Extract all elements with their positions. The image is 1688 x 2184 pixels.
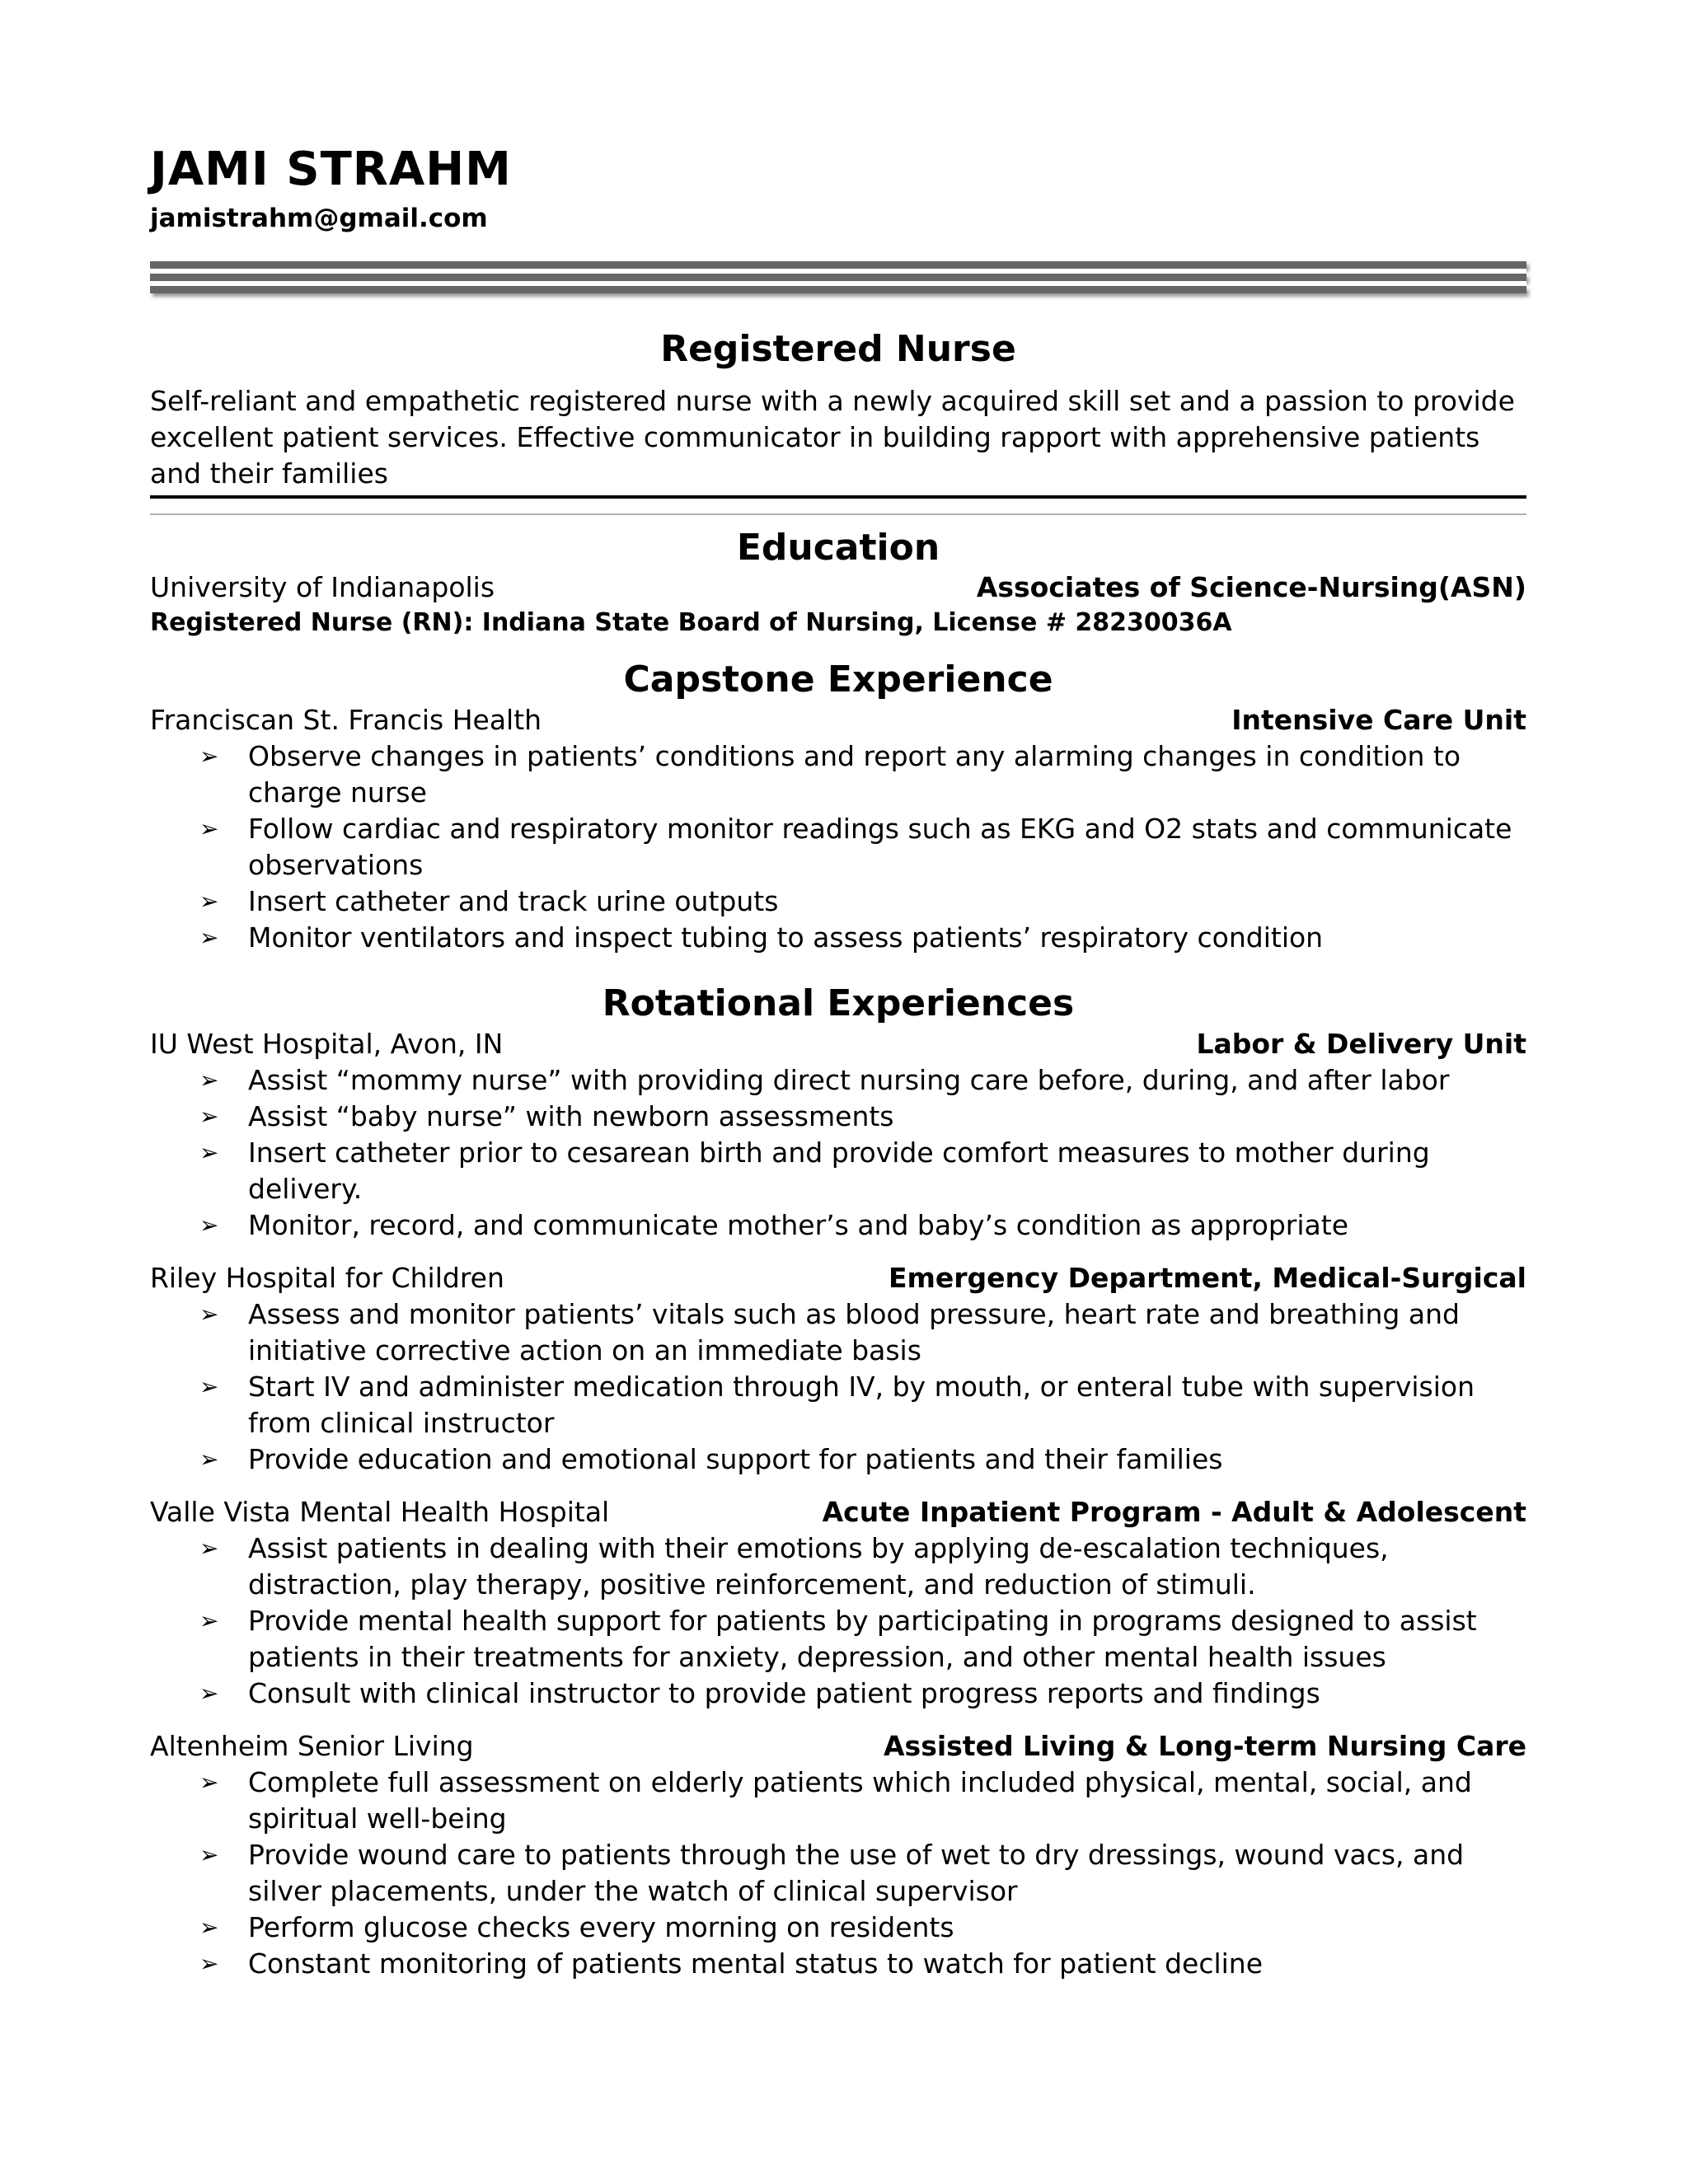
rotation-place: Valle Vista Mental Health Hospital [150,1495,610,1528]
rotation-bullet-list [150,1062,1526,1244]
divider-stripe [150,286,1526,293]
arrow-bullet-icon: ➢ [199,1300,219,1328]
education-title: Education [736,526,940,569]
capstone-title: Capstone Experience [623,658,1053,701]
rotation-unit: Labor & Delivery Unit [1196,1027,1526,1060]
arrow-bullet-icon: ➢ [199,1840,219,1868]
arrow-bullet-icon: ➢ [199,1606,219,1634]
rotational-title: Rotational Experiences [602,982,1075,1025]
candidate-name: JAMI STRAHM [150,143,512,196]
bullet-item [199,1603,1526,1675]
rotation-entry [150,1494,1526,1712]
candidate-email: jamistrahm@gmail.com [150,203,488,233]
bullet-item [199,1369,1526,1441]
rotation-bullet-list [150,1765,1526,1982]
bullet-text: Insert catheter and track urine outputs [248,885,779,918]
summary-title: Registered Nurse [660,327,1016,370]
bullet-text: Monitor, record, and communicate mother’s and baby’s condition as appropriate [248,1208,1349,1241]
summary-thin-rule [150,513,1526,515]
divider-stripe [150,274,1526,281]
summary-rule [150,495,1526,499]
arrow-bullet-icon: ➢ [199,815,219,843]
bullet-text: Assess and monitor patients’ vitals such as blood pressure, heart rate and breathing and initiative corrective action on an immediate basis [248,1297,1460,1366]
education-school: University of Indianapolis [150,571,495,604]
bullet-text: Assist “mommy nurse” with providing direct nursing care before, during, and after labor [248,1063,1450,1096]
rotation-place: IU West Hospital, Avon, IN [150,1027,504,1060]
bullet-item [199,738,1526,811]
bullet-text: Provide wound care to patients through the use of wet to dry dressings, wound vacs, and silver placements, under the watch of clinical supervisor [248,1838,1465,1907]
bullet-text: Assist patients in dealing with their emotions by applying de-escalation techniques, distraction, play therapy, positive reinforcement, and reduction of stimuli. [248,1531,1389,1601]
divider-stripe [150,261,1526,269]
bullet-item [199,1675,1526,1712]
summary-text: Self-reliant and empathetic registered nurse with a newly acquired skill set and a passion to provide excellent patient services. Effective communicator in building rapport with apprehensive patients and their families [150,384,1515,490]
capstone-unit: Intensive Care Unit [1231,704,1526,737]
rotation-row [150,1260,1526,1296]
rotation-unit: Emergency Department, Medical-Surgical [888,1261,1526,1294]
bullet-text: Monitor ventilators and inspect tubing to assess patients’ respiratory condition [248,921,1324,954]
education-row [150,569,1526,606]
bullet-text: Follow cardiac and respiratory monitor readings such as EKG and O2 stats and communicate observations [248,813,1512,882]
arrow-bullet-icon: ➢ [199,1138,219,1166]
arrow-bullet-icon: ➢ [199,1949,219,1977]
bullet-text: Provide education and emotional support for patients and their families [248,1442,1223,1475]
bullet-item [199,1207,1526,1244]
bullet-text: Provide mental health support for patients by participating in programs designed to assist patients in their treatments for anxiety, depression, and other mental health issues [248,1604,1477,1673]
bullet-item [199,920,1526,956]
arrow-bullet-icon: ➢ [199,1445,219,1473]
arrow-bullet-icon: ➢ [199,743,219,771]
bullet-item [199,1910,1526,1946]
bullet-item [199,1765,1526,1837]
rotation-bullet-list [150,1530,1526,1712]
education-license: Registered Nurse (RN): Indiana State Board of Nursing, License # 28230036A [150,608,1232,638]
bullet-item [199,883,1526,920]
arrow-bullet-icon: ➢ [199,1372,219,1400]
bullet-text: Observe changes in patients’ conditions and report any alarming changes in condition to charge nurse [248,740,1461,809]
rotation-row [150,1026,1526,1062]
bullet-text: Consult with clinical instructor to provide patient progress reports and findings [248,1676,1320,1709]
bullet-item [199,1837,1526,1910]
bullet-item [199,1062,1526,1099]
arrow-bullet-icon: ➢ [199,924,219,952]
capstone-bullet-list [150,738,1526,956]
capstone-row [150,702,1526,738]
bullet-text: Insert catheter prior to cesarean birth and provide comfort measures to mother during delivery. [248,1136,1430,1205]
bullet-item [199,1296,1526,1369]
capstone-place: Franciscan St. Francis Health [150,704,542,737]
arrow-bullet-icon: ➢ [199,1066,219,1094]
arrow-bullet-icon: ➢ [199,1913,219,1941]
bullet-text: Assist “baby nurse” with newborn assessments [248,1099,894,1132]
bullet-text: Complete full assessment on elderly patients which included physical, mental, social, and spiritual well-being [248,1765,1472,1835]
rotation-bullet-list [150,1296,1526,1478]
arrow-bullet-icon: ➢ [199,1679,219,1707]
arrow-bullet-icon: ➢ [199,1534,219,1562]
bullet-item [199,1530,1526,1603]
rotational-entries [150,1026,1526,1982]
rotation-row [150,1494,1526,1530]
resume-page [150,144,1526,1982]
rotation-place: Altenheim Senior Living [150,1729,474,1762]
rotation-row [150,1728,1526,1765]
bullet-item [199,1135,1526,1207]
rotation-unit: Acute Inpatient Program - Adult & Adolescent [822,1495,1526,1528]
bullet-item [199,811,1526,883]
rotation-unit: Assisted Living & Long-term Nursing Care [884,1729,1526,1762]
rotation-place: Riley Hospital for Children [150,1261,504,1294]
bullet-text: Constant monitoring of patients mental status to watch for patient decline [248,1947,1264,1980]
bullet-item [199,1946,1526,1982]
arrow-bullet-icon: ➢ [199,1211,219,1239]
header-divider-stripes [150,261,1526,293]
arrow-bullet-icon: ➢ [199,1102,219,1130]
bullet-item [199,1099,1526,1135]
arrow-bullet-icon: ➢ [199,1768,219,1796]
bullet-text: Perform glucose checks every morning on residents [248,1910,954,1943]
bullet-item [199,1441,1526,1478]
education-degree: Associates of Science-Nursing(ASN) [976,571,1526,604]
arrow-bullet-icon: ➢ [199,888,219,916]
bullet-text: Start IV and administer medication through IV, by mouth, or enteral tube with supervision from clinical instructor [248,1370,1475,1439]
rotation-entry [150,1026,1526,1244]
rotation-entry [150,1728,1526,1982]
rotation-entry [150,1260,1526,1478]
